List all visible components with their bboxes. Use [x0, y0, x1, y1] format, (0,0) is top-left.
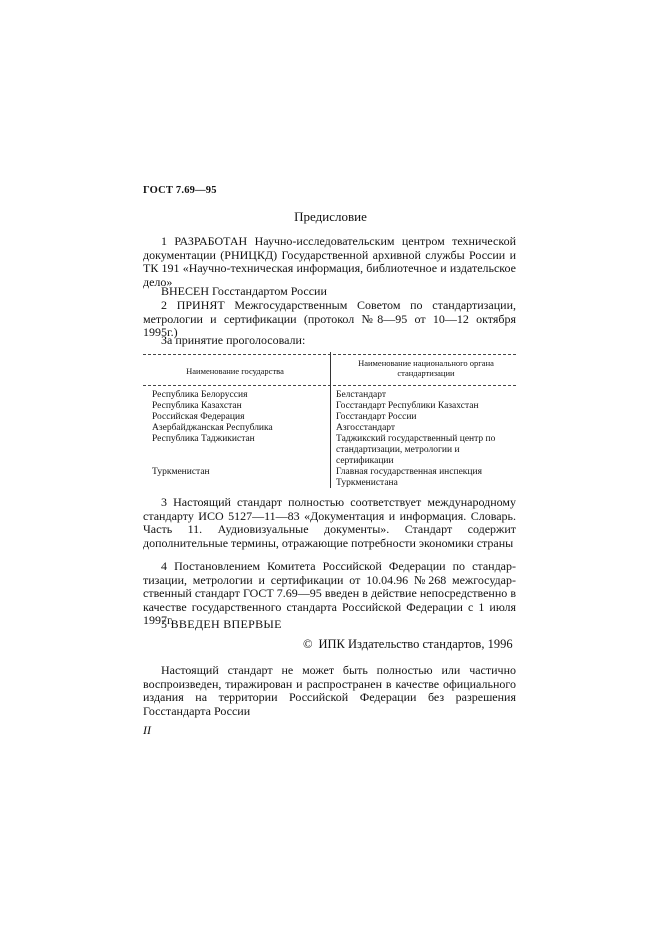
paragraph-4: 4 Постановлением Комитета Российской Федерации по стандартизации, метрологии и сертификации от 10.04.96 №268 межгосударственный стандарт ГОСТ 7.69—95 введен в действие непосредственно в качестве государственного стандарта Российской Федерации с 1 июля 1997г. [143, 559, 516, 627]
paragraph-1b: ВНЕСЕН Госстандартом России [161, 284, 327, 298]
table-row-state: Республика Таджикистан [152, 434, 255, 444]
table-row-state: Республика Казахстан [152, 401, 242, 411]
table-row-state: Азербайджанская Республика [152, 423, 273, 433]
table-row-body: Госстандарт России [336, 412, 417, 422]
copyright-text: ИПК Издательство стандартов, 1996 [318, 637, 513, 651]
page-number: II [143, 723, 151, 737]
paragraph-3: 3 Настоящий стандарт полностью соответствует международному стандарту ИСО 5127—11—83 «Документация и информация. Словарь. Часть 11. Аудиовизуальные документы». Стандарт содержит дополнительные термины, отражающие потребности экономики страны [143, 495, 516, 550]
table-row-body: Белстандарт [336, 390, 387, 400]
paragraph-2: 2 ПРИНЯТ Межгосударственным Советом по стандартизации, метрологии и сертификации (протокол №8—95 от 10—12 октября 1995г.) [143, 298, 516, 339]
table-row-state: Туркменистан [152, 467, 210, 477]
footer-notice: Настоящий стандарт не может быть полностью или частично воспроизведен, тиражирован и распространен в качестве официального издания на территории Российской Федерации без разрешения Госстандарта России [143, 663, 516, 718]
table-header-state: Наименование государства [186, 366, 284, 376]
table-column-divider [330, 352, 331, 488]
table-header-body: Наименование национального органа стандартизации [358, 358, 494, 378]
table-row-body: Азгосстандарт [336, 423, 396, 433]
table-row-body: Главная государственная инспекция Туркменистана [336, 467, 482, 488]
table-row-body: Госстандарт Республики Казахстан [336, 401, 479, 411]
copyright-icon: © [303, 637, 313, 651]
table-row-state: Республика Белоруссия [152, 390, 248, 400]
document-header: ГОСТ 7.69—95 [143, 185, 217, 196]
paragraph-2b: За принятие проголосовали: [161, 333, 306, 347]
copyright-line [303, 637, 519, 652]
paragraph-5: 5 ВВЕДЕН ВПЕРВЫЕ [161, 617, 282, 631]
paragraph-1: 1 РАЗРАБОТАН Научно-исследовательским центром технической документации (РНИЦКД) Государственной архивной службы России и ТК 191 «Научно-техническая информация, библиотечное и издательское дело» [143, 234, 516, 289]
table-row-state: Российская Федерация [152, 412, 245, 422]
section-title: Предисловие [294, 209, 367, 224]
table-row-body: Таджикский государственный центр по стандартизации, метрологии и сертификации [336, 434, 496, 466]
